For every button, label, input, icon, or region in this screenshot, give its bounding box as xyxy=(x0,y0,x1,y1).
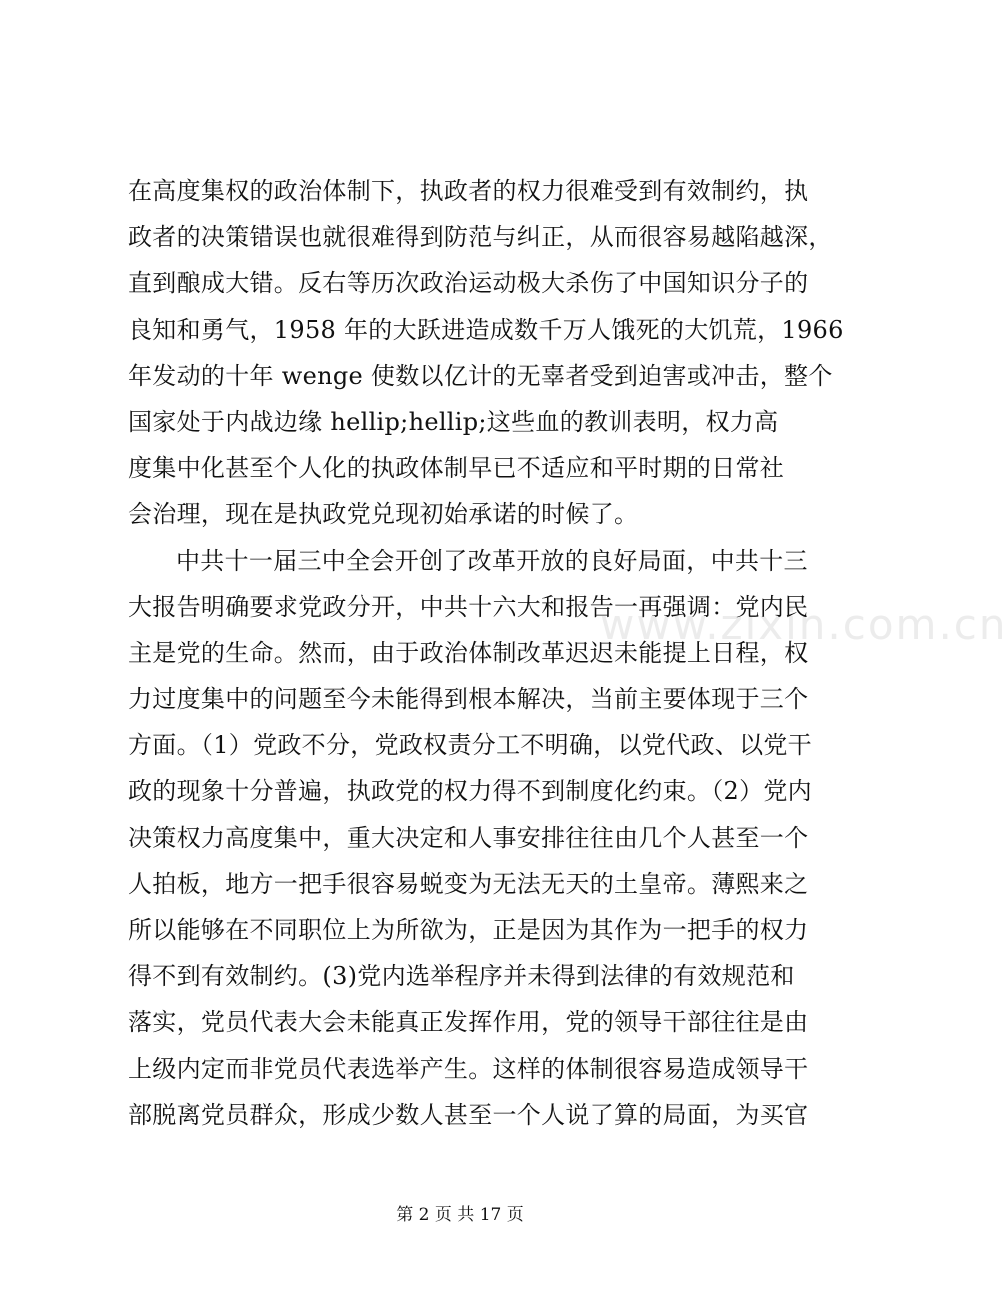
text-line: 力过度集中的问题至今未能得到根本解决，当前主要体现于三个 xyxy=(128,685,809,714)
text-line: 部脱离党员群众，形成少数人甚至一个人说了算的局面，为买官 xyxy=(128,1100,809,1129)
text-line: 年发动的十年 wenge 使数以亿计的无辜者受到迫害或冲击，整个 xyxy=(128,361,833,390)
text-line: 得不到有效制约。(3)党内选举程序并未得到法律的有效规范和 xyxy=(128,962,795,991)
text-line: 度集中化甚至个人化的执政体制早已不适应和平时期的日常社 xyxy=(128,454,785,483)
text-line: 国家处于内战边缘 hellip;hellip;这些血的教训表明，权力高 xyxy=(128,407,779,436)
text-line: 直到酿成大错。反右等历次政治运动极大杀伤了中国知识分子的 xyxy=(128,269,809,298)
text-line: 会治理，现在是执政党兑现初始承诺的时候了。 xyxy=(128,500,639,529)
text-line: 政的现象十分普遍，执政党的权力得不到制度化约束。（2）党内 xyxy=(128,777,812,806)
text-line: 人拍板，地方一把手很容易蜕变为无法无天的土皇帝。薄熙来之 xyxy=(128,869,809,898)
text-line: 在高度集权的政治体制下，执政者的权力很难受到有效制约，执 xyxy=(128,177,809,205)
paragraph-1 xyxy=(128,168,844,538)
text-line: 中共十一届三中全会开创了改革开放的良好局面，中共十三 xyxy=(176,546,808,575)
paragraph-2 xyxy=(128,538,812,1138)
body-text xyxy=(128,168,844,1138)
text-line: 上级内定而非党员代表选举产生。这样的体制很容易造成领导干 xyxy=(128,1054,809,1083)
text-line: 所以能够在不同职位上为所欲为，正是因为其作为一把手的权力 xyxy=(128,916,809,944)
text-line: 良知和勇气，1958 年的大跃进造成数千万人饿死的大饥荒，1966 xyxy=(128,315,844,344)
text-line: 大报告明确要求党政分开，中共十六大和报告一再强调：党内民 xyxy=(128,592,809,621)
text-line: 主是党的生命。然而，由于政治体制改革迟迟未能提上日程，权 xyxy=(128,638,809,667)
watermark: www.zixin.com.cn xyxy=(600,600,1008,649)
text-line: 政者的决策错误也就很难得到防范与纠正，从而很容易越陷越深， xyxy=(128,223,833,252)
page-footer: 第 2 页 共 17 页 xyxy=(396,1205,524,1225)
text-line: 决策权力高度集中，重大决定和人事安排往往由几个人甚至一个 xyxy=(128,823,809,852)
text-line: 落实，党员代表大会未能真正发挥作用，党的领导干部往往是由 xyxy=(128,1008,809,1037)
text-line: 方面。（1）党政不分，党政权责分工不明确，以党代政、以党干 xyxy=(128,731,812,760)
